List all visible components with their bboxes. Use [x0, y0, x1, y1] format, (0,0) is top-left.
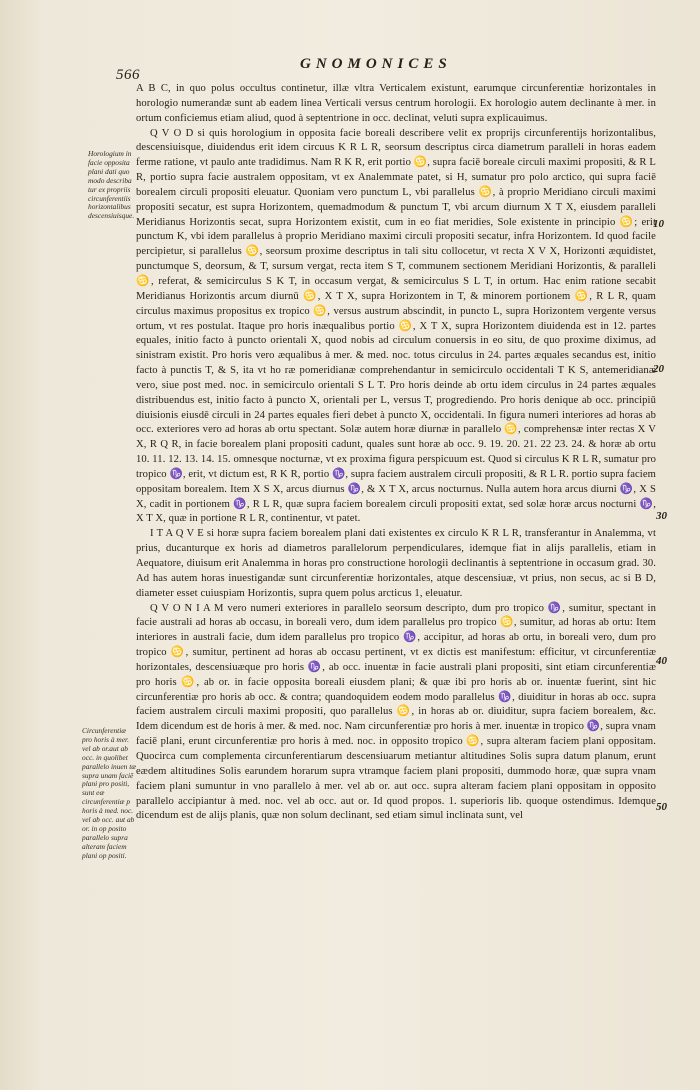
line-number-20: 20	[653, 363, 664, 375]
main-text	[136, 82, 656, 824]
margin-note-horologium: Horologium in facie opposita plani dati quo modo describa tur ex propriis circunferentiis horizontalibus descensiuisque.	[88, 149, 135, 221]
paragraph-quoniam: Q V O N I A M vero numeri exteriores in parallelo seorsum descripto, dum pro tropico ♑, sumitur, spectant in facie australi ad horas ab occasu, in boreali vero, dum idem parallelus pro tropico ♋, sumitur, ad horas ab ortu: Item interiores in australi facie, dum idem parallelus pro tropico ♑, accipitur, ad horas ab ortu, in boreali vero, dum pro tropico ♋, sumitur, pertinent ad horas ab occasu pertinent, vt ex dictis est manifestum: efficitur, vt circunferentiæ horizontales, descensiuæque pro horis ♑, ab occ. inuentæ in facie australi plani propositi, sint etiam circunferentiæ pro horis ♋, ab or. in facie opposita boreali eiusdem plani; & quæ ibi pro horis ab or. inuentæ fuerint, sint hic circunferentiæ pro horis ab occ. & contra; quandoquidem eodem modo parallelus ♑, diuiditur in horas ab occ. supra faciem australem circuli maximi propositi, quo parallelus ♋, in horas ab or. diuiditur, supra faciem borealem, &c. Idem dicendum est de horis à mer. & med. noc. Nam circunferentiæ pro horis à mer. inuentæ in tropico ♑, supra vnam faciē plani, erunt circunferentiæ pro horis à med. noc. in opposito tropico ♋, supra alteram faciem plani oppositam. Quocirca cum complementa circunferentiarum descensiuarum metiantur altitudines Solis supra datum planum, erunt eædem altitudines Solis earundem horarum supra vtramque faciem plani propositi, dummodo horæ, quæ supra vnam faciem plani sumuntur in vno parallelo à mer. vel ab or. aut occ. supra alteram faciem plani oppositam in opposito parallelo accipiantur à med. noc. vel ab occ. aut or. Id quod propos. 1. superioris lib. quoque ostendimus. Idemque dicendum est de alijs planis, quæ non solum declinant, sed etiam simul inclinata sunt, vel	[136, 602, 656, 822]
paragraph-itaque: I T A Q V E si horæ supra faciem borealem plani dati existentes ex circulo K R L R, transferantur in Analemma, vt prius, ducanturque ex horis ad diametros parallelorum perpendiculares, idemque fiat in alijs parallelis, etiam in Aequatore, diuisum erit Analemma in horas pro constructione horologii declinantis à septentrione in occasum grad. 30. Ad has autem horas inuestigandæ sunt circunferentiæ horizontales, atque descensiuæ, vt prius, non secus, ac si B D, diameter esset cuiuspiam Horizontis, supra quem polus arcticus 1, eleuatur.	[136, 528, 656, 599]
margin-note-circunferentiae: Circunferentiæ pro horis à mer. vel ab or.aut ab occ. in quolibet parallelo inuen tæ supra unam faciē plani pro positi, sunt eæ circunferentiæ p horis à med. noc. vel ab occ. aut ab or. in op posito parallelo supra alteram faciem plani op positi.	[82, 726, 137, 860]
line-number-40: 40	[656, 655, 667, 667]
paragraph-opening: A B C, in quo polus occultus continetur, illæ vltra Verticalem existunt, earumque circunferentiæ horizontales in horologio numerandæ sunt ab eadem linea Verticali versus centrum horologii. Ex horologio autem declinante à mer. in ortum conficiemus etiam aliud, quod à septentrione in occ. declinat, veluti supra explicauimus.	[136, 83, 656, 124]
line-number-50: 50	[656, 801, 667, 813]
running-head: GNOMONICES	[300, 56, 452, 72]
line-number-10: 10	[653, 218, 664, 230]
paragraph-quod: Q V O D si quis horologium in opposita facie boreali describere velit ex proprijs circunferentijs horizontalibus, descensiuisque, diuidendus erit idem circuus K R L R, seorsum descriptus circa diametrum paralleli in horas eadem ferme ratione, vt paulo ante tradidimus. Nam R K R, erit portio ♋, supra faciē boreale circuli maximi propositi, & R L R, portio supra facie australem oppositam, vt ex Analemmate patet, si H, sumatur pro polo arctico, qui supra faciē borealem circuli propositi eleuatur. Quoniam vero punctum L, vbi parallelus ♋, à proprio Meridiano circuli maximi propositi secatur, est supra Horizontem, quemadmodum & punctum T, vbi arcum diurnum X T X, eiusdem paralleli Meridianus Horizontis secat, supra Horizontem existit, cum in eo fiat meridies, Sole existente in principio ♋; erit punctum K, vbi idem parallelus à proprio Meridiano maximi circuli propositi secatur, infra Horizontem. Id quod facile percipietur, si parallelus ♋, seorsum proxime descriptus in tali situ collocetur, vt recta X V X, Horizonti æquidistet, punctumque S, deorsum, & T, sursum vergat, recta item S T, communem sectionem Meridiani Horizontis, & paralleli ♋, referat, & semicirculus S K T, in occasum vergat, & semicirculus S L T, in ortum. Hac enim ratione secabit Meridianus Horizontis arcum diurnū ♋, X T X, supra Horizontem in T, & minorem portionem ♋, R L R, quam circulus maximus propositus ex tropico ♋, versus austrum abscindit, in puncto L, supra Horizontem vergente versus ortum, vt res postulat. Itaque pro horis inæqualibus portio ♋, X T X, supra Horizontem diuidenda est in 12. partes equales, initio facto à puncto orientali X, quod nobis ad circulum conuersis in eo situ, de quo proxime diximus, ad sinistram existit. Pro horis vero æqualibus à mer. & med. noc. totus circulus in 24. partes æquales secandus est, initio facto à punctis T, & S, ita vt ho ræ pomeridianæ comprehendantur in semicirculo occidentali T K S, antemeridianæ vero, siue post med. noc. in semicirculo orientali S L T. Pro horis deinde ab ortu idem circulus in 24 partes æquales distribuendus est, initio facto à puncto X, orientali per L, versus T, progrediendo. Pro horis denique ab occ. principiū diuisionis eiusdē circuli in 24 partes equales fieri debet à puncto X, occidentali. In figura numeri interiores ad horas ab occ. exteriores vero ad horas ab ortu spectant. Solæ autem horæ diurnæ in parallelo ♋, comprehensæ inter rectas X V X, R Q R, in facie borealem plani propositi cadunt, quales sunt horæ ab occ. 9. 19. 20. 21. 22 23. 24. & horæ ab ortu 10. 11. 12. 13. 14. 15. omnesque nocturnæ, vt ex proxima figura perspicuum est. Quod si circulus K R L R, sumatur pro tropico ♑, erit, vt dictum est, R K R, portio ♑, supra faciem australem circuli propositi, & R L R. portio supra faciem oppositam borealem. Item X S X, arcus diurnus ♑, & X T X, arcus nocturnus. Nulla autem hora arcus diurni ♑, X S X, cadit in portionem ♑, R L R, quæ supra faciem borealem circuli propositi extat, sed solæ horæ arcus nocturni ♑, X T X, quæ in portione R L R, continentur, vt patet.	[136, 127, 656, 525]
page-number: 566	[116, 67, 140, 83]
line-number-30: 30	[656, 510, 667, 522]
